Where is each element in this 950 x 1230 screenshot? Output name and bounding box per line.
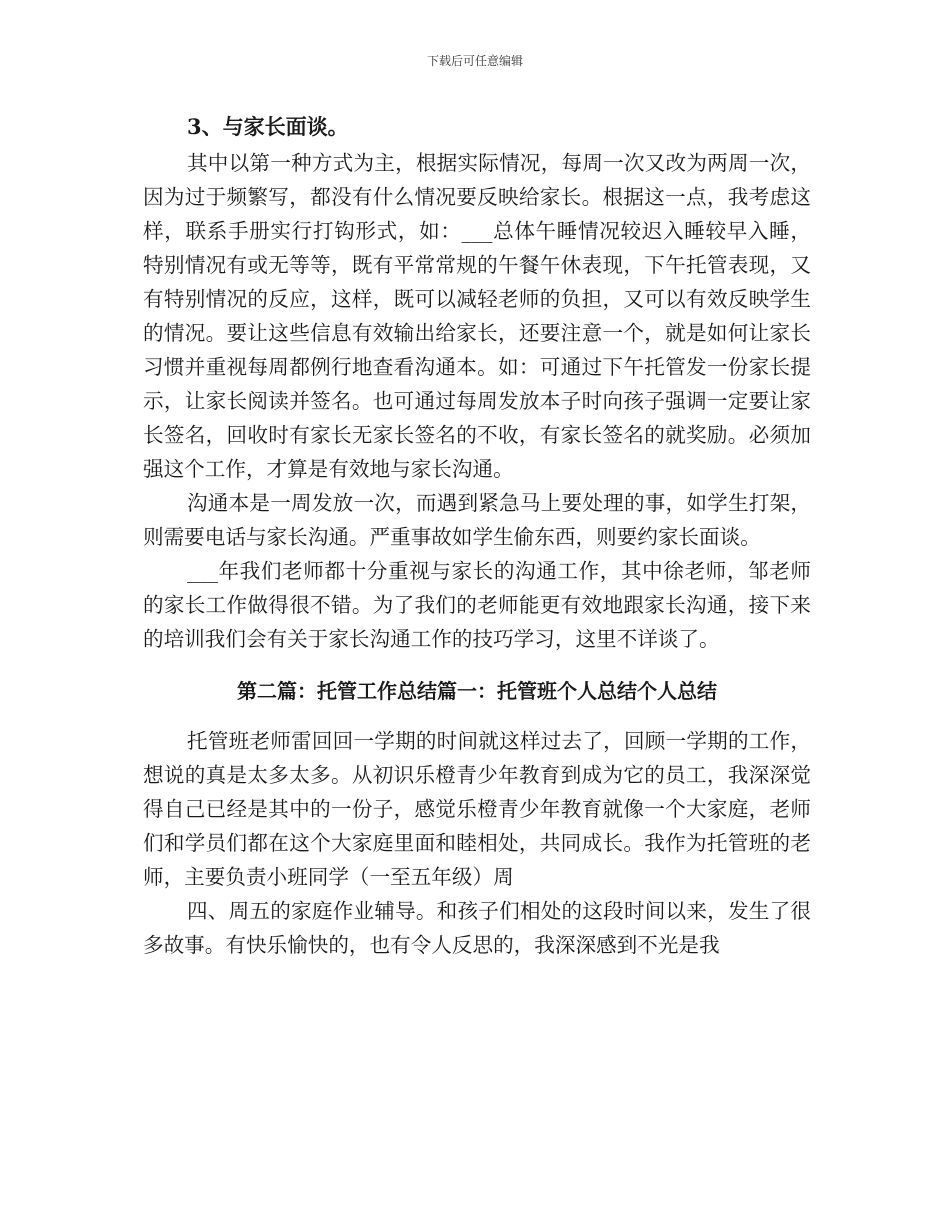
paragraph: 其中以第一种方式为主，根据实际情况，每周一次又改为两周一次，因为过于频繁写，都没有什么情况要反映给家长。根据这一点，我考虑这样，联系手册实行打钩形式，如：___总体午睡情况较迟入睡较早入睡，特别情况有或无等等，既有平常常规的午餐午休表现，下午托管表现，又有特别情况的反应，这样，既可以减轻老师的负担，又可以有效反映学生的情况。要让这些信息有效输出给家长，还要注意一个，就是如何让家长习惯并重视每周都例行地查看沟通本。如：可通过下午托管发一份家长提示，让家长阅读并签名。也可通过每周发放本子时向孩子强调一定要让家长签名，回收时有家长无家长签名的不收，有家长签名的就奖励。必须加强这个工作，才算是有效地与家长沟通。 [143,151,811,481]
page-header: 下载后可任意编辑 [426,54,523,68]
subsection-heading: 3、与家长面谈。 [187,114,349,139]
paragraph: 托管班老师雷回回一学期的时间就这样过去了，回顾一学期的工作，想说的真是太多太多。从初识乐橙青少年教育到成为它的员工，我深深觉得自己已经是其中的一份子，感觉乐橙青少年教育就像一个大家庭，老师们和学员们都在这个大家庭里面和睦相处，共同成长。我作为托管班的老师，主要负责小班同学（一至五年级）周 [143,729,811,889]
paragraph: 四、周五的家庭作业辅导。和孩子们相处的这段时间以来，发生了很多故事。有快乐愉快的，也有令人反思的，我深深感到不光是我 [143,899,811,957]
paragraph: ___年我们老师都十分重视与家长的沟通工作，其中徐老师，邹老师的家长工作做得很不错。为了我们的老师能更有效地跟家长沟通，接下来的培训我们会有关于家长沟通工作的技巧学习，这里不详谈了。 [143,559,811,651]
paragraph: 沟通本是一周发放一次，而遇到紧急马上要处理的事，如学生打架，则需要电话与家长沟通。严重事故如学生偷东西，则要约家长面谈。 [143,491,811,549]
section-title: 第二篇：托管工作总结篇一：托管班个人总结个人总结 [237,679,717,703]
document-body [143,110,811,962]
